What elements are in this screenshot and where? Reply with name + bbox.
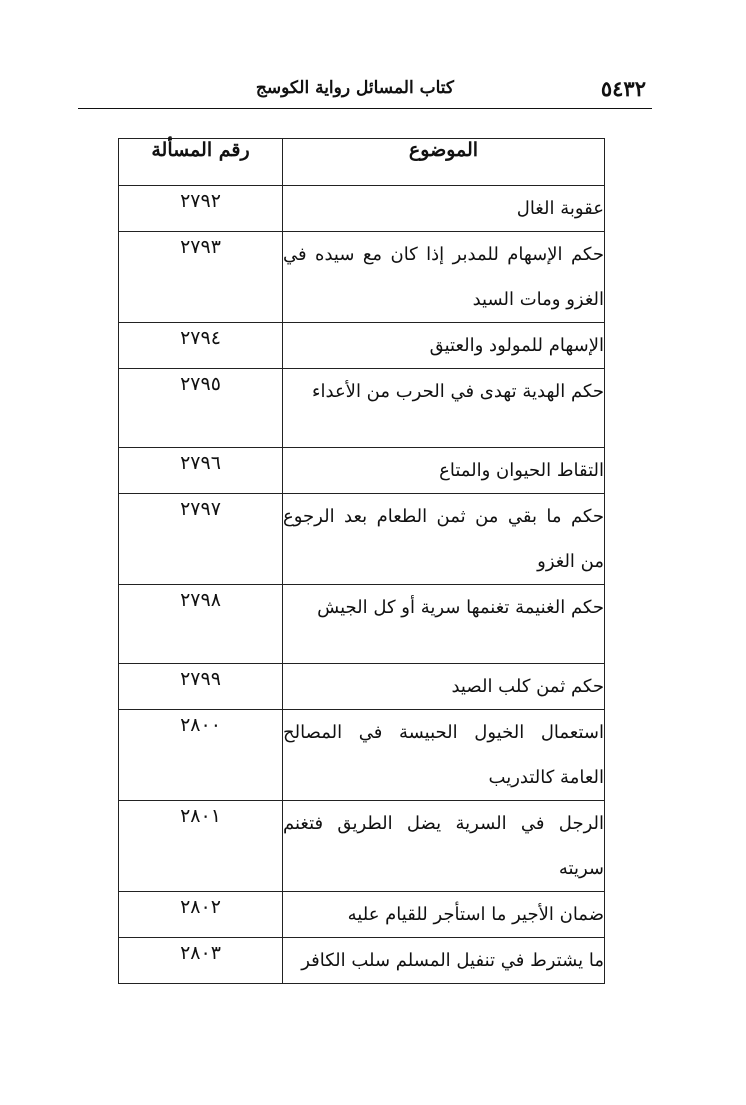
page-number: ٥٤٣٢ — [600, 76, 646, 101]
row-topic: ما يشترط في تنفيل المسلم سلب الكافر — [283, 938, 605, 984]
row-number: ٢٧٩٣ — [119, 232, 283, 323]
row-number: ٢٨٠١ — [119, 801, 283, 892]
table-row — [119, 448, 605, 494]
table-row — [119, 664, 605, 710]
table-row — [119, 232, 605, 323]
row-number: ٢٨٠٠ — [119, 710, 283, 801]
row-topic: التقاط الحيوان والمتاع — [283, 448, 605, 494]
table-row — [119, 494, 605, 585]
running-head — [78, 72, 650, 106]
book-title: كتاب المسائل رواية الكوسج — [255, 78, 454, 98]
row-topic: الإسهام للمولود والعتيق — [283, 323, 605, 369]
column-header-number: رقم المسألة — [119, 139, 283, 186]
row-number: ٢٨٠٢ — [119, 892, 283, 938]
row-number: ٢٧٩٦ — [119, 448, 283, 494]
row-topic: حكم الغنيمة تغنمها سرية أو كل الجيش — [283, 585, 605, 664]
row-number: ٢٧٩٥ — [119, 369, 283, 448]
table-row — [119, 585, 605, 664]
row-topic: الرجل في السرية يضل الطريق فتغنم سريته — [283, 801, 605, 892]
row-number: ٢٨٠٣ — [119, 938, 283, 984]
topics-table — [118, 138, 605, 984]
row-number: ٢٧٩٢ — [119, 186, 283, 232]
table-row — [119, 186, 605, 232]
table-row — [119, 710, 605, 801]
table-row — [119, 369, 605, 448]
table-row — [119, 892, 605, 938]
row-number: ٢٧٩٩ — [119, 664, 283, 710]
row-topic: حكم ما بقي من ثمن الطعام بعد الرجوع من الغزو — [283, 494, 605, 585]
column-header-topic: الموضوع — [283, 139, 605, 186]
row-topic: استعمال الخيول الحبيسة في المصالح العامة كالتدريب — [283, 710, 605, 801]
row-number: ٢٧٩٤ — [119, 323, 283, 369]
row-topic: ضمان الأجير ما استأجر للقيام عليه — [283, 892, 605, 938]
row-topic: حكم الهدية تهدى في الحرب من الأعداء — [283, 369, 605, 448]
row-topic: حكم ثمن كلب الصيد — [283, 664, 605, 710]
row-number: ٢٧٩٧ — [119, 494, 283, 585]
row-number: ٢٧٩٨ — [119, 585, 283, 664]
table-row — [119, 938, 605, 984]
row-topic: حكم الإسهام للمدبر إذا كان مع سيده في الغزو ومات السيد — [283, 232, 605, 323]
table-row — [119, 801, 605, 892]
header-rule — [78, 108, 652, 109]
table-row — [119, 323, 605, 369]
table-header-row — [119, 139, 605, 186]
row-topic: عقوبة الغال — [283, 186, 605, 232]
